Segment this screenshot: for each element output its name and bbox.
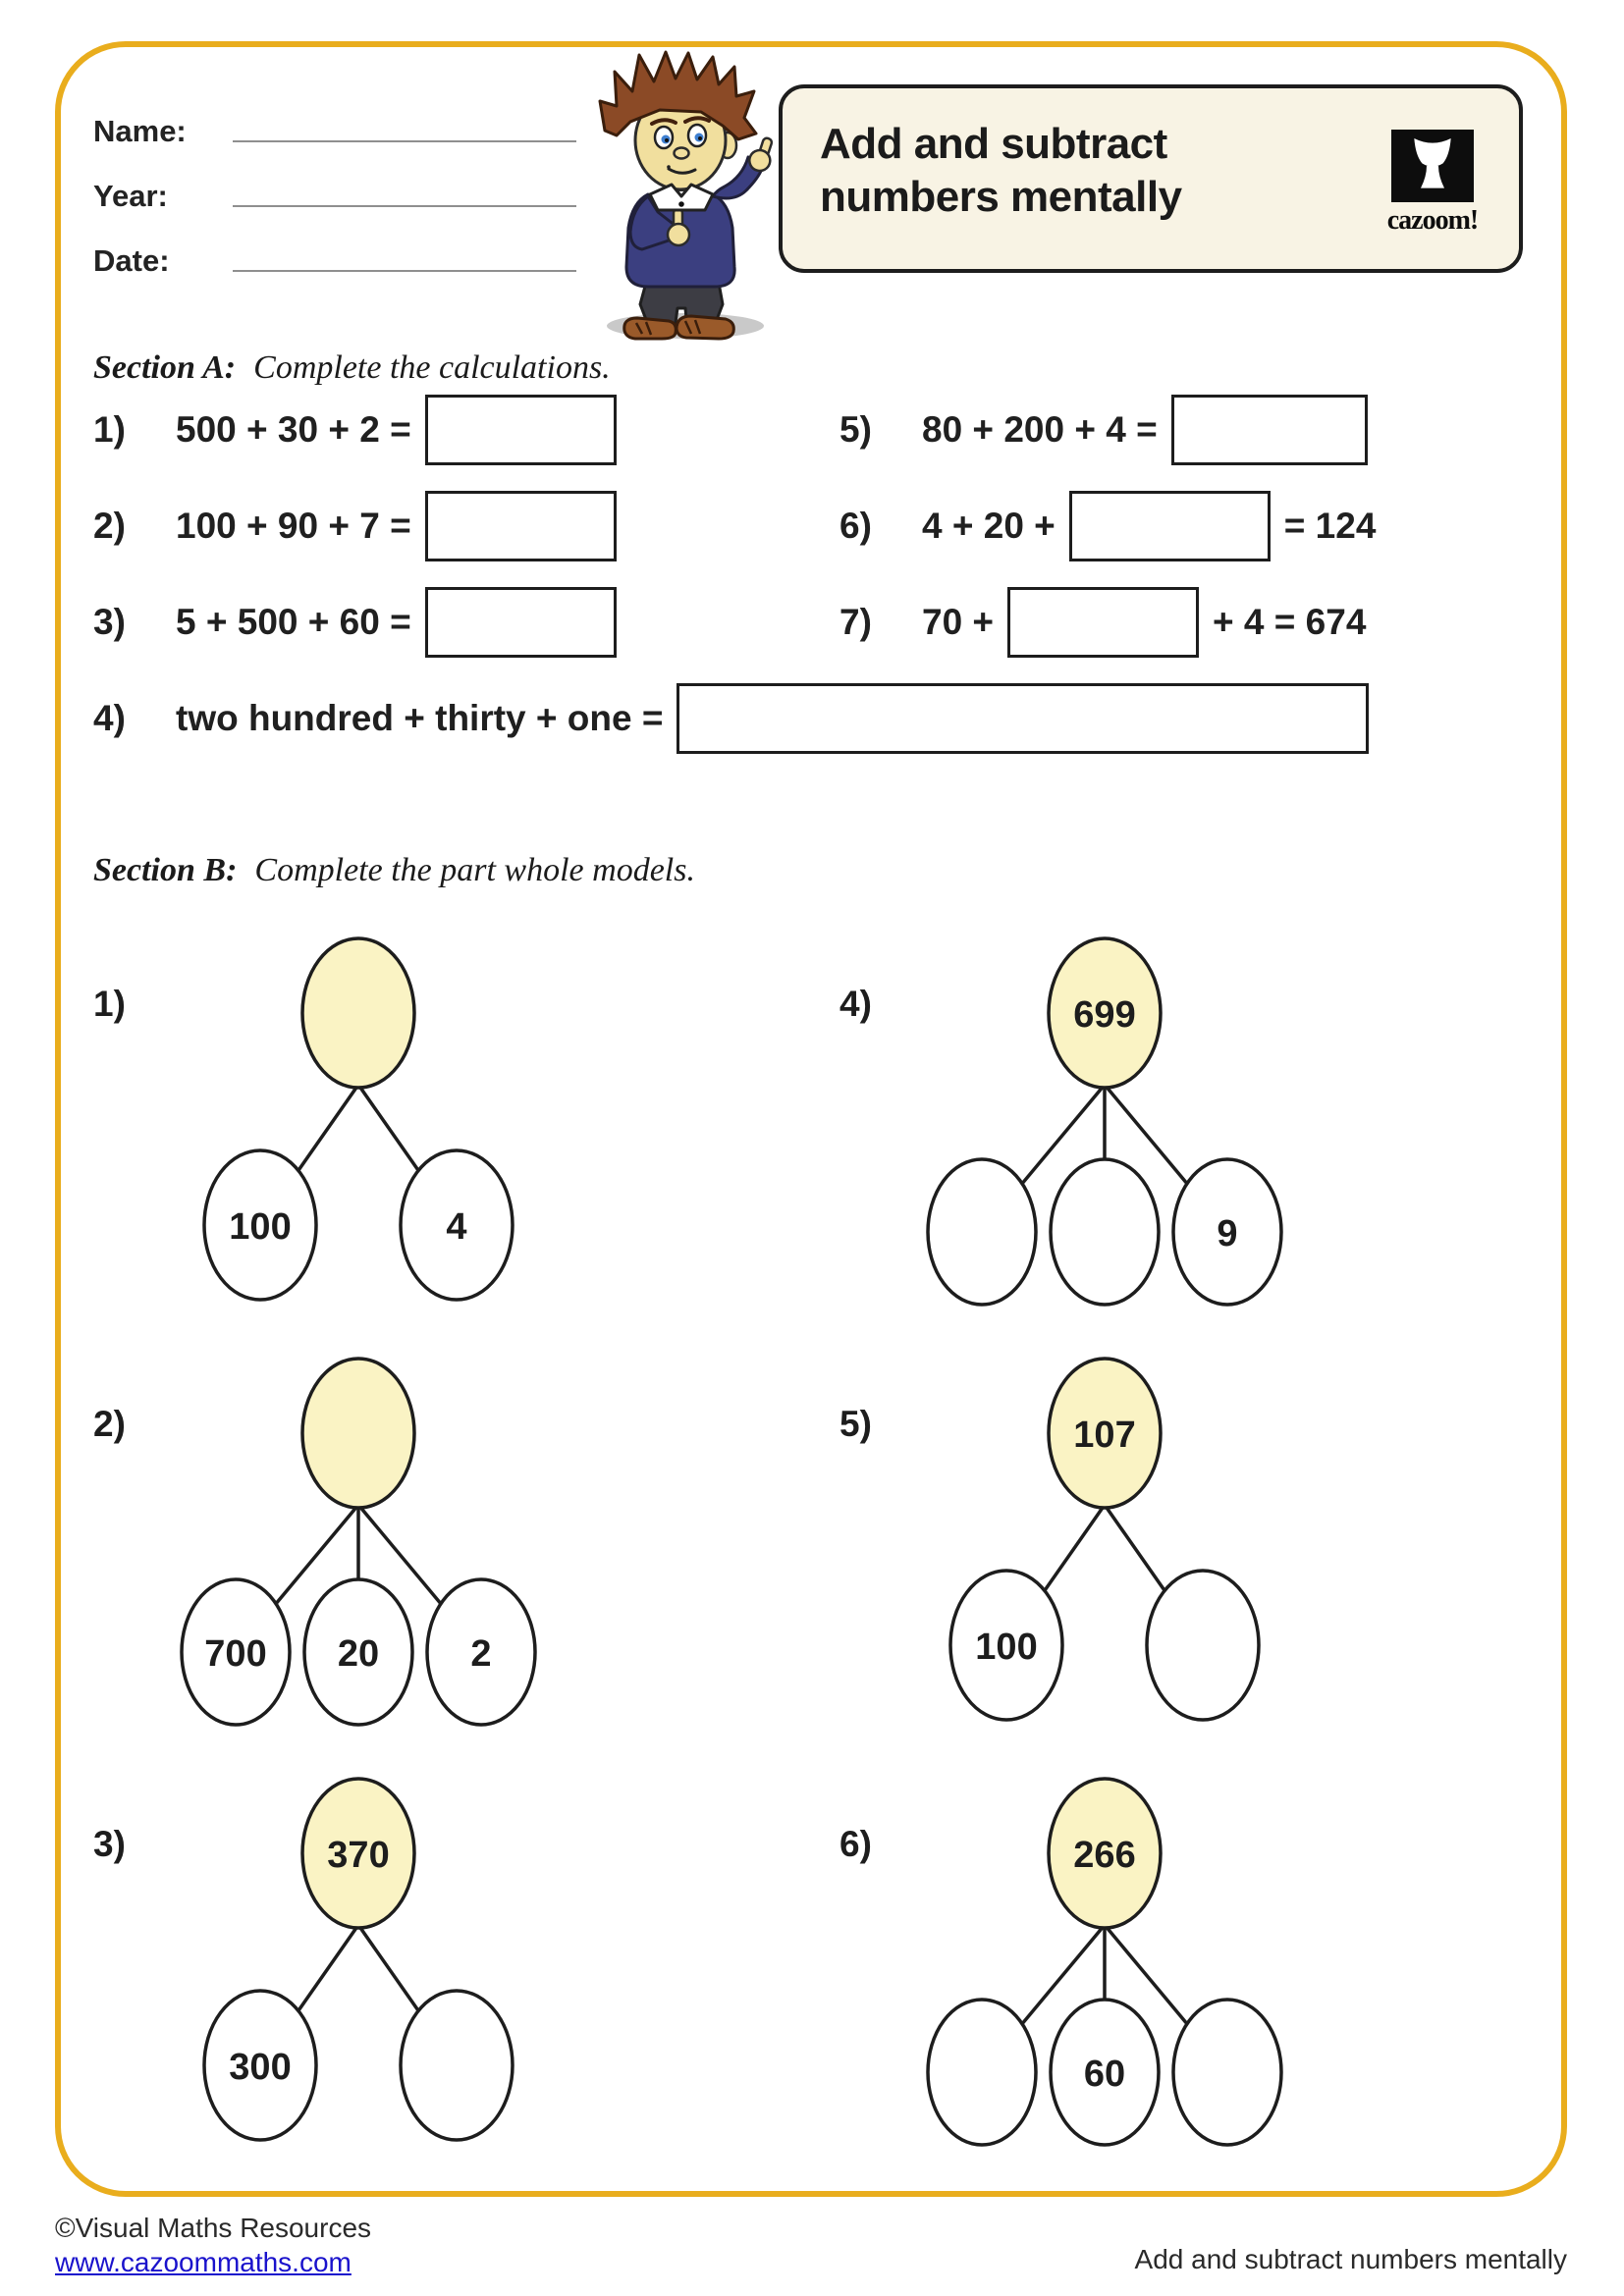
problem-2-answer-box[interactable] (425, 491, 617, 561)
model-4-diagram (884, 933, 1335, 1345)
problem-4-number: 4) (93, 698, 126, 738)
problem-5-expression: 80 + 200 + 4 = (922, 409, 1158, 450)
model-3-number: 3) (93, 1824, 126, 1864)
section-b-label: Section B: (93, 852, 238, 888)
model-4-part-circle-2[interactable] (1051, 1159, 1159, 1305)
problem-7-number: 7) (839, 602, 872, 642)
worksheet-title (820, 118, 1182, 223)
model-4-number: 4) (839, 984, 872, 1024)
model-1-part-value-2: 4 (446, 1206, 467, 1248)
model-5-diagram (884, 1353, 1335, 1765)
problem-6 (839, 487, 1376, 565)
problem-5-number: 5) (839, 409, 872, 450)
part-whole-model-1 (93, 933, 589, 1345)
model-3-part-circle-2[interactable] (401, 1991, 513, 2140)
model-3-part-value-1: 300 (229, 2047, 292, 2088)
year-label: Year: (93, 179, 168, 213)
model-5-part-value-1: 100 (975, 1627, 1038, 1668)
model-6-part-circle-3[interactable] (1173, 2000, 1281, 2145)
section-b-heading (93, 852, 695, 889)
problem-1-number: 1) (93, 409, 126, 450)
mascot-illustration (575, 47, 806, 348)
problem-4-answer-box[interactable] (677, 683, 1369, 754)
problem-3 (93, 583, 617, 662)
title-line-2: numbers mentally (820, 172, 1182, 221)
problem-3-expression: 5 + 500 + 60 = (176, 602, 411, 642)
section-a-heading (93, 349, 611, 387)
section-b-instruction: Complete the part whole models. (254, 852, 695, 888)
section-a-label: Section A: (93, 349, 237, 386)
footer-left (55, 2211, 371, 2279)
model-4-part-value-3: 9 (1217, 1213, 1238, 1255)
problem-1 (93, 391, 617, 469)
model-2-number: 2) (93, 1404, 126, 1444)
problem-6-answer-box[interactable] (1069, 491, 1271, 561)
problem-3-answer-box[interactable] (425, 587, 617, 658)
model-4-part-circle-1[interactable] (928, 1159, 1036, 1305)
model-1-number: 1) (93, 984, 126, 1024)
model-6-number: 6) (839, 1824, 872, 1864)
problem-6-expression-after: = 124 (1283, 506, 1377, 546)
date-field-row (93, 214, 576, 279)
model-1-diagram (137, 933, 589, 1345)
section-a-instruction: Complete the calculations. (253, 349, 611, 386)
model-6-part-circle-1[interactable] (928, 2000, 1036, 2145)
year-field-row (93, 149, 576, 214)
problem-2 (93, 487, 617, 565)
part-whole-model-4 (839, 933, 1335, 1345)
model-1-part-value-1: 100 (229, 1206, 292, 1248)
cartoon-boy-icon (575, 47, 806, 344)
name-input-line[interactable] (233, 140, 576, 142)
problem-7-expression: 70 + (922, 602, 995, 642)
model-2-diagram (137, 1353, 589, 1765)
problem-2-expression: 100 + 90 + 7 = (176, 506, 411, 546)
header-fields (93, 84, 576, 279)
problem-6-number: 6) (839, 506, 872, 546)
model-3-diagram (137, 1773, 589, 2185)
problem-4-expression: two hundred + thirty + one = (176, 698, 664, 738)
model-2-part-value-1: 700 (204, 1633, 267, 1675)
part-whole-model-5 (839, 1353, 1335, 1765)
name-label: Name: (93, 114, 187, 148)
part-whole-model-6 (839, 1773, 1335, 2185)
model-5-whole-value: 107 (1073, 1415, 1136, 1456)
problem-1-expression: 500 + 30 + 2 = (176, 409, 411, 450)
problem-1-answer-box[interactable] (425, 395, 617, 465)
problem-3-number: 3) (93, 602, 126, 642)
model-4-whole-value: 699 (1073, 994, 1136, 1036)
problem-7 (839, 583, 1366, 662)
problem-4 (93, 679, 1369, 758)
date-label: Date: (93, 243, 170, 278)
footer-copyright: ©Visual Maths Resources (55, 2213, 372, 2243)
model-3-whole-value: 370 (327, 1835, 390, 1876)
footer-worksheet-title: Add and subtract numbers mentally (1134, 2244, 1567, 2274)
part-whole-model-3 (93, 1773, 589, 2185)
cazoom-logo (1370, 130, 1495, 237)
model-2-part-value-2: 20 (337, 1633, 380, 1675)
model-6-diagram (884, 1773, 1335, 2185)
model-5-part-circle-2[interactable] (1147, 1571, 1259, 1720)
problem-7-answer-box[interactable] (1007, 587, 1199, 658)
footer-website-link[interactable]: www.cazoommaths.com (55, 2247, 352, 2277)
cazoom-logo-text: cazoom! (1386, 205, 1479, 236)
problem-2-number: 2) (93, 506, 126, 546)
model-6-whole-value: 266 (1073, 1835, 1136, 1876)
problem-5-answer-box[interactable] (1171, 395, 1368, 465)
model-2-whole-circle[interactable] (302, 1359, 414, 1508)
problem-5 (839, 391, 1368, 469)
date-input-line[interactable] (233, 270, 576, 272)
year-input-line[interactable] (233, 205, 576, 207)
part-whole-model-2 (93, 1353, 589, 1765)
model-5-number: 5) (839, 1404, 872, 1444)
cazoom-drum-icon (1391, 130, 1474, 202)
name-field-row (93, 84, 576, 149)
model-1-whole-circle[interactable] (302, 938, 414, 1088)
worksheet-title-box (779, 84, 1523, 273)
problem-7-expression-after: + 4 = 674 (1213, 602, 1367, 642)
model-2-part-value-3: 2 (470, 1633, 492, 1675)
title-line-1: Add and subtract (820, 120, 1167, 168)
problem-6-expression: 4 + 20 + (922, 506, 1056, 546)
model-6-part-value-2: 60 (1083, 2054, 1126, 2095)
